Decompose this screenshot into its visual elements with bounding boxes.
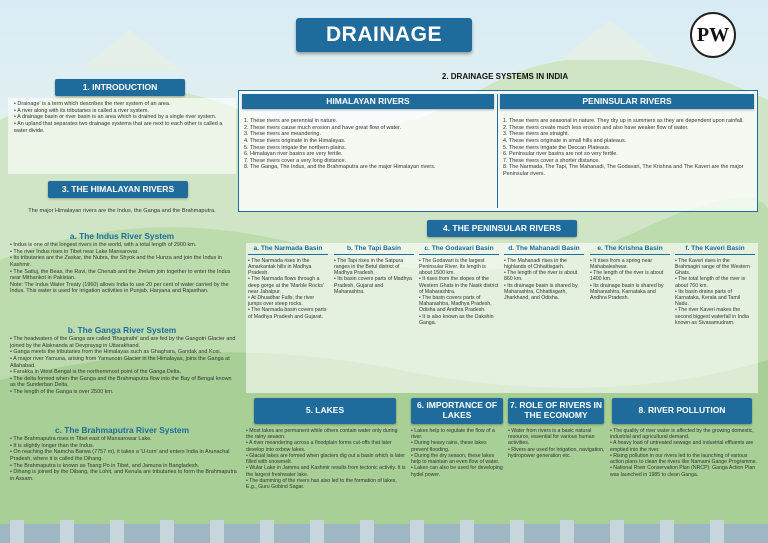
importance-of-lakes-point: • Lakes can also be used for developing hydel power. bbox=[411, 465, 503, 478]
godavari-basin-point: • The basin covers parts of Maharashtra, Madhya Pradesh, Odisha and Andhra Pradesh. bbox=[419, 294, 492, 314]
kaveri-basin-point: • The Kaveri rises in the Brahmagiri range of the Western Ghats. bbox=[675, 257, 750, 277]
importance-of-lakes-point: • During heavy rains, these lakes prevent flooding. bbox=[411, 440, 487, 453]
introduction-point: • An upland that separates two drainage systems that are next to each other is called a water divide. bbox=[14, 120, 223, 134]
godavari-basin-heading: c. The Godavari Basin bbox=[419, 245, 499, 255]
himalayan-rivers-point: 6. Himalayan river basins are very fertile. bbox=[244, 151, 343, 158]
introduction-list bbox=[14, 101, 230, 134]
drainage-systems-heading: 2. DRAINAGE SYSTEMS IN INDIA bbox=[441, 72, 569, 81]
ganga-point: • The delta formed when the Ganga and the Brahmaputra flow into the Bay of Bengal known as the Sunderban Delta. bbox=[10, 375, 232, 389]
lakes-point: • A river meandering across a floodplain forms cut-offs that later develop into oxbow lakes. bbox=[246, 440, 392, 453]
himalayan-rivers-heading: 3. THE HIMALAYAN RIVERS bbox=[48, 181, 188, 198]
role-of-rivers-point: • Water from rivers is a basic natural resource, essential for various human activities. bbox=[508, 428, 595, 447]
ganga-point: • A major river Yamuna, arising from Yamunotri Glacier in the Himalayas, joins the Ganga at Allahabad. bbox=[10, 355, 230, 369]
introduction-point: • A drainage basin or river basin is an area which is drained by a single river system. bbox=[14, 114, 217, 121]
introduction-point: • Drainage' is a term which describes the river system of an area. bbox=[14, 101, 171, 107]
himalayan-rivers-column-heading: HIMALAYAN RIVERS bbox=[242, 94, 494, 109]
peninsular-rivers-heading: 4. THE PENINSULAR RIVERS bbox=[427, 220, 577, 237]
godavari-basin-point: • The Godavari is the largest Peninsular River. Its length is about 1500 km. bbox=[419, 257, 486, 277]
godavari-basin-column bbox=[419, 245, 499, 326]
peninsular-rivers-point: 4. These rivers originate in small hills and plateaus. bbox=[503, 137, 627, 144]
krishna-basin-point: • The length of the river is about 1400 km. bbox=[590, 270, 664, 283]
himalayan-rivers-point: 4. These rivers originate in the Himalayas. bbox=[244, 137, 346, 144]
tapi-basin-point: • The Tapi rises in the Satpura ranges in the Betul district of Madhya Pradesh. bbox=[334, 257, 404, 277]
himalayan-intro-text: The major Himalayan rivers are the Indus, the Ganga and the Brahmaputra. bbox=[28, 208, 216, 214]
brahmaputra-heading: c. The Brahmaputra River System bbox=[54, 425, 190, 435]
column-divider bbox=[497, 94, 498, 208]
tapi-basin-heading: b. The Tapi Basin bbox=[334, 245, 414, 255]
role-of-rivers-list bbox=[508, 428, 606, 459]
himalayan-rivers-point: 8. The Ganga, The Indus, and the Brahmaputra are the major Himalayan rivers. bbox=[244, 164, 436, 171]
mahanadi-basin-point: • The length of the river is about 860 km. bbox=[504, 270, 578, 283]
river-pollution-heading: 8. RIVER POLLUTION bbox=[612, 398, 752, 424]
peninsular-rivers-point: 3. These rivers are straight. bbox=[503, 131, 570, 138]
narmada-basin-heading: a. The Narmada Basin bbox=[248, 245, 328, 255]
dam-illustration bbox=[0, 520, 768, 543]
brahmaputra-point: • Dihang is joined by the Dibang, the Lohit, and Kenula are tributaries to form the Brahmaputra in Assam. bbox=[10, 469, 237, 482]
tapi-basin-column bbox=[334, 245, 414, 295]
river-pollution-point: • The quality of river water is affected by the growing domestic, industrial and agricultural demand. bbox=[610, 428, 754, 441]
peninsular-rivers-list bbox=[503, 118, 753, 178]
introduction-panel bbox=[8, 98, 236, 174]
kaveri-basin-list bbox=[675, 258, 755, 327]
brahmaputra-point: • It is slightly longer than the Indus. bbox=[10, 442, 95, 449]
peninsular-rivers-point: 7. These rivers cover a shorter distance. bbox=[503, 157, 600, 164]
page-title: DRAINAGE bbox=[296, 18, 472, 52]
lakes-point: • Glacial lakes are formed when glaciers dig out a basin which is later filled with snowmelt. bbox=[246, 452, 405, 466]
kaveri-basin-point: • Its basin drains parts of Karnataka, Kerala and Tamil Nadu. bbox=[675, 288, 741, 308]
peninsular-rivers-point: 8. The Narmada, The Tapi, The Mahanadi, The Godavari, The Krishna and The Kaveri are the major Peninsular rivers. bbox=[503, 164, 744, 178]
tapi-basin-point: • Its basin covers parts of Madhya Pradesh, Gujarat and Maharashtra. bbox=[334, 276, 412, 295]
river-pollution-point: • Rising pollution in our rivers led to the launching of various action plans to clean the rivers like Namami Gange Programme. bbox=[610, 452, 758, 466]
ganga-list bbox=[10, 336, 238, 396]
lakes-point: • Most lakes are permanent while others contain water only during the rainy season. bbox=[246, 428, 398, 441]
indus-point: • Indus is one of the longest rivers in the world, with a total length of 2900 km. bbox=[10, 242, 197, 248]
godavari-basin-point: • It is also known as the Dakshin Ganga. bbox=[419, 313, 494, 326]
narmada-basin-column bbox=[248, 245, 328, 320]
importance-of-lakes-point: • During the dry season, these lakes help to maintain an even flow of water. bbox=[411, 452, 500, 466]
mahanadi-basin-point: • Its drainage basin is shared by Maharashtra, Chhattisgarh, Jharkhand, and Odisha. bbox=[504, 282, 578, 301]
indus-point: • The Satluj, the Beas, the Ravi, the Chenab and the Jhelum join together to enter the Indus near Mithankot in Pakistan. bbox=[10, 268, 231, 282]
mahanadi-basin-heading: d. The Mahanadi Basin bbox=[504, 245, 584, 255]
kaveri-basin-column bbox=[675, 245, 755, 326]
krishna-basin-list bbox=[590, 258, 670, 302]
narmada-basin-point: • The Narmada flows through a deep gorge at the 'Marble Rocks' near Jabalpur. bbox=[248, 276, 324, 295]
role-of-rivers-point: • Rivers are used for irrigation, navigation, hydropower generation etc. bbox=[508, 446, 605, 459]
peninsular-rivers-point: 6. Peninsular river basins are not so very fertile. bbox=[503, 151, 618, 158]
lakes-point: • Wular Lake in Jammu and Kashmir results from tectonic activity. It is the largest freshwater lake. bbox=[246, 465, 406, 478]
lakes-point: • The damming of the rivers has also led to the formation of lakes. E.g., Guru Gobind Sagar. bbox=[246, 477, 397, 491]
lakes-list bbox=[246, 428, 406, 490]
river-pollution-point: • National River Conservation Plan (NRCP): Ganga Action Plan was launched in 1985 to clean Ganga. bbox=[610, 465, 756, 478]
krishna-basin-point: • It rises from a spring near Mahabaleshwar. bbox=[590, 257, 653, 270]
river-pollution-point: • A heavy load of untreated sewage and industrial effluents are emptied into the river. bbox=[610, 440, 754, 453]
himalayan-rivers-point: 1. These rivers are perennial in nature. bbox=[244, 118, 338, 124]
peninsular-rivers-column-heading: PENINSULAR RIVERS bbox=[500, 94, 754, 109]
himalayan-rivers-point: 7. These rivers cover a very long distance. bbox=[244, 157, 347, 164]
godavari-basin-point: • It rises from the slopes of the Western Ghats in the Nasik district of Maharashtra. bbox=[419, 276, 499, 295]
ganga-point: • The length of the Ganga is over 2500 km. bbox=[10, 389, 114, 396]
brahmaputra-list bbox=[10, 436, 238, 482]
importance-of-lakes-point: • Lakes help to regulate the flow of a river. bbox=[411, 428, 495, 441]
brahmaputra-point: • On reaching the Namcha Barwa (7757 m), it takes a 'U-turn' and enters India in Arunachal Pradesh, where it is called the Dihang. bbox=[10, 449, 230, 462]
ganga-point: • Farakka in West Bengal is the northernmost point of the Ganga Delta. bbox=[10, 369, 182, 376]
narmada-basin-list bbox=[248, 258, 328, 320]
kaveri-basin-heading: f. The Kaveri Basin bbox=[675, 245, 755, 255]
indus-list bbox=[10, 242, 238, 295]
peninsular-rivers-point: 5. These rivers irrigate the Deccan Plateaus. bbox=[503, 144, 611, 151]
narmada-basin-point: • At Dhuadhar Falls, the river jumps over steep rocks. bbox=[248, 294, 315, 308]
himalayan-intro bbox=[20, 208, 224, 215]
himalayan-rivers-point: 3. These rivers are meandering. bbox=[244, 131, 321, 138]
introduction-point: • A river along with its tributaries is called a river system. bbox=[14, 107, 149, 114]
peninsular-rivers-point: 1. These rivers are seasonal in nature. They dry up in summers as they are dependent upon rainfall. bbox=[503, 118, 744, 124]
mahanadi-basin-column bbox=[504, 245, 584, 301]
ganga-point: • The headwaters of the Ganga are called 'Bhagirathi' and are fed by the Gangotri Glacier and joined by the Alaknanda at Devprayag in Uttarakhand. bbox=[10, 336, 236, 349]
mahanadi-basin-point: • The Mahanadi rises in the highlands of Chhattisgarh. bbox=[504, 257, 567, 270]
lakes-heading: 5. LAKES bbox=[254, 398, 396, 424]
peninsular-rivers-point: 2. These rivers create much less erosion and also have weaker flow of water. bbox=[503, 124, 689, 131]
kaveri-basin-point: • The total length of the river is about 760 km. bbox=[675, 276, 746, 289]
tapi-basin-list bbox=[334, 258, 414, 295]
krishna-basin-column bbox=[590, 245, 670, 301]
krishna-basin-heading: e. The Krishna Basin bbox=[590, 245, 670, 255]
himalayan-rivers-list bbox=[244, 118, 492, 171]
ganga-heading: b. The Ganga River System bbox=[67, 325, 177, 335]
brahmaputra-point: • The Brahmaputra is known as Tsang Po in Tibet, and Jamuna in Bangladesh. bbox=[10, 462, 200, 469]
himalayan-rivers-point: 2. These rivers cause much erosion and have great flow of water. bbox=[244, 124, 402, 131]
indus-point: • Its tributaries are the Zaskar, the Nubra, the Shyok and the Hunza and join the Indus in Kashmir. bbox=[10, 255, 222, 268]
indus-heading: a. The Indus River System bbox=[69, 231, 175, 241]
indus-point: • The river Indus rises in Tibet near Lake Mansarovar. bbox=[10, 248, 139, 255]
krishna-basin-point: • Its drainage basin is shared by Maharashtra, Karnataka and Andhra Pradesh. bbox=[590, 282, 664, 301]
role-of-rivers-heading: 7. ROLE OF RIVERS IN THE ECONOMY bbox=[508, 398, 604, 424]
pw-logo: PW bbox=[690, 12, 736, 58]
godavari-basin-list bbox=[419, 258, 499, 327]
narmada-basin-point: • The Narmada rises in the Amarkantak hills in Madhya Pradesh. bbox=[248, 257, 312, 277]
importance-of-lakes-heading: 6. IMPORTANCE OF LAKES bbox=[411, 398, 503, 424]
river-pollution-list bbox=[610, 428, 760, 478]
kaveri-basin-point: • The river Kaveri makes the second biggest waterfall in India known as Sivasamudram. bbox=[675, 307, 749, 326]
himalayan-rivers-point: 5. These rivers irrigate the northern plains. bbox=[244, 144, 347, 151]
introduction-heading: 1. INTRODUCTION bbox=[55, 79, 185, 96]
ganga-point: • Ganga meets the tributaries from the Himalayas such as Ghaghara, Gandak and Kosi. bbox=[10, 349, 222, 356]
narmada-basin-point: • The Narmada basin covers parts of Madhya Pradesh and Gujarat. bbox=[248, 307, 327, 320]
indus-note: Note: The Indus Water Treaty (1960) allows India to use 20 per cent of water carried by the Indus. This water is used for irrigation activities in Punjab, Haryana and Rajasthan. bbox=[10, 281, 229, 295]
mahanadi-basin-list bbox=[504, 258, 584, 302]
peninsular-basins-panel bbox=[246, 243, 758, 393]
drainage-systems-table bbox=[238, 90, 758, 212]
brahmaputra-point: • The Brahmaputra rises in Tibet east of Mansarowar Lake. bbox=[10, 436, 152, 442]
importance-of-lakes-list bbox=[411, 428, 505, 478]
